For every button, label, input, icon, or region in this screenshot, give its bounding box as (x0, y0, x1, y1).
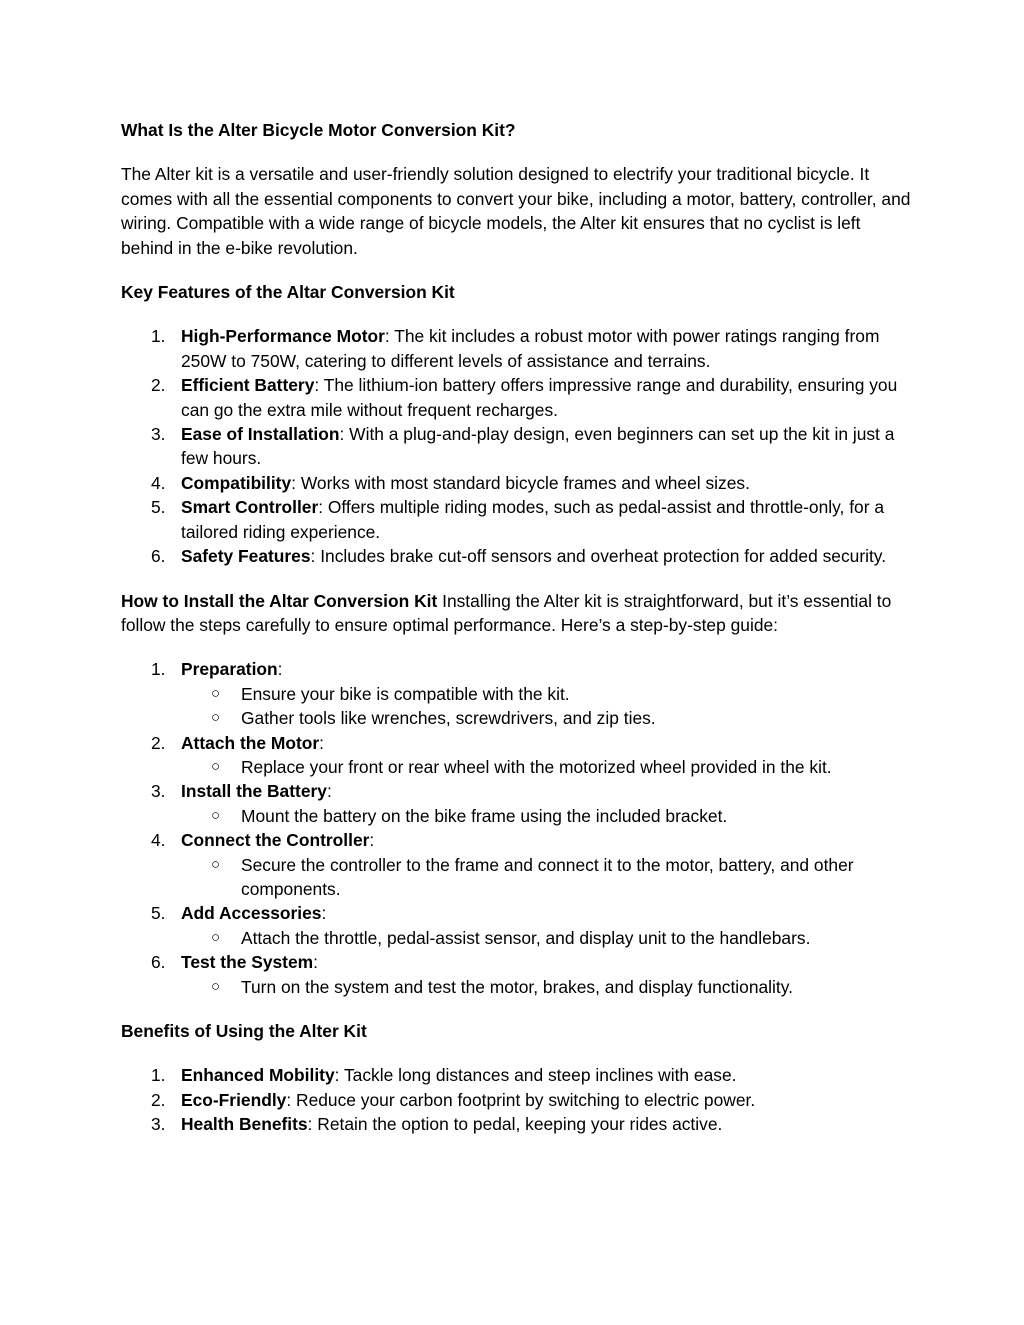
feature-item (121, 324, 911, 373)
list-number: 2. (151, 1089, 166, 1110)
step-title: Attach the Motor (181, 732, 320, 753)
substep-text: Attach the throttle, pedal-assist sensor, and display unit to the handlebars. (241, 927, 811, 948)
feature-item (121, 544, 911, 568)
substep-text: Mount the battery on the bike frame using the included bracket. (241, 805, 728, 826)
list-number: 2. (151, 375, 166, 396)
substep-item (181, 706, 911, 730)
list-number: 3. (151, 424, 166, 445)
item-text: : Works with most standard bicycle frames and wheel sizes. (291, 472, 750, 493)
step-title: Test the System (181, 952, 314, 973)
step-colon: : (326, 781, 332, 802)
item-text: : With a plug-and-play design, even beginners can set up the kit in just a few hours. (181, 424, 895, 469)
item-title: High-Performance Motor (181, 326, 385, 347)
item-title: Eco-Friendly (181, 1089, 287, 1110)
step-colon: : (313, 952, 318, 973)
list-number: 3. (151, 781, 166, 802)
item-title: Health Benefits (181, 1114, 308, 1135)
item-text: : Offers multiple riding modes, such as pedal-assist and throttle-only, for a tailored riding experience. (181, 497, 884, 542)
item-text: : Reduce your carbon footprint by switching to electric power. (286, 1089, 756, 1110)
section-heading-key-features: Key Features of the Altar Conversion Kit (121, 282, 455, 303)
feature-item (121, 495, 911, 544)
step-title: Connect the Controller (181, 830, 370, 851)
section-heading-what-is: What Is the Alter Bicycle Motor Conversion Kit? (121, 120, 516, 140)
hollow-bullet-icon: ○ (211, 977, 221, 995)
list-number: 1. (151, 659, 166, 680)
item-text: : The lithium-ion battery offers impressive range and durability, ensuring you can go the extra mile without frequent recharges. (181, 375, 898, 420)
benefits-list (121, 1063, 911, 1136)
hollow-bullet-icon: ○ (211, 709, 221, 727)
item-text: : The kit includes a robust motor with power ratings ranging from 250W to 750W, catering to different levels of assistance and terrains. (181, 326, 880, 371)
step-title: Add Accessories (181, 903, 322, 924)
section-heading-install: How to Install the Altar Conversion Kit (121, 590, 438, 611)
benefit-item (121, 1112, 911, 1136)
step-colon: : (321, 903, 327, 924)
key-features-list (121, 324, 911, 568)
list-number: 4. (151, 472, 166, 493)
install-step (121, 950, 911, 999)
install-intro-paragraph (121, 589, 911, 638)
step-title: Install the Battery (181, 781, 327, 802)
item-title: Efficient Battery (181, 375, 315, 396)
step-colon: : (277, 659, 283, 680)
step-substeps (181, 853, 911, 902)
step-substeps (181, 682, 911, 731)
substep-item (181, 804, 911, 828)
list-number: 5. (151, 903, 166, 924)
item-title: Ease of Installation (181, 424, 340, 445)
item-title: Compatibility (181, 472, 292, 493)
substep-item (181, 755, 911, 779)
list-number: 1. (151, 1065, 166, 1086)
substep-item (181, 926, 911, 950)
install-steps-list (121, 657, 911, 999)
feature-item (121, 373, 911, 422)
item-title: Smart Controller (181, 497, 319, 518)
hollow-bullet-icon: ○ (211, 757, 221, 775)
substep-text: Turn on the system and test the motor, brakes, and display functionality. (241, 976, 793, 997)
document-page (121, 118, 911, 1137)
substep-text: Ensure your bike is compatible with the kit. (241, 683, 570, 704)
hollow-bullet-icon: ○ (211, 855, 221, 873)
benefit-item (121, 1088, 911, 1112)
hollow-bullet-icon: ○ (211, 928, 221, 946)
install-step (121, 901, 911, 950)
substep-item (181, 682, 911, 706)
install-intro-text: Installing the Alter kit is straightforward, but it’s essential to follow the steps carefully to ensure optimal performance. Here’s a step-by-step guide: (121, 590, 892, 635)
substep-text: Replace your front or rear wheel with the motorized wheel provided in the kit. (241, 756, 832, 777)
feature-item (121, 471, 911, 495)
item-title: Enhanced Mobility (181, 1065, 335, 1086)
install-step (121, 828, 911, 901)
step-colon: : (369, 830, 375, 851)
feature-item (121, 422, 911, 471)
substep-text: Secure the controller to the frame and connect it to the motor, battery, and other components. (241, 854, 854, 899)
step-title: Preparation (181, 659, 278, 680)
step-substeps (181, 755, 911, 779)
step-substeps (181, 926, 911, 950)
install-step (121, 731, 911, 780)
hollow-bullet-icon: ○ (211, 684, 221, 702)
list-number: 1. (151, 326, 166, 347)
section-heading-benefits: Benefits of Using the Alter Kit (121, 1021, 367, 1041)
intro-paragraph: The Alter kit is a versatile and user-friendly solution designed to electrify your traditional bicycle. It comes with all the essential components to convert your bike, including a motor, battery, controller, and wiring. Compatible with a wide range of bicycle models, the Alter kit ensures that no cyclist is left behind in the e-bike revolution. (121, 164, 911, 258)
install-step (121, 779, 911, 828)
item-text: : Retain the option to pedal, keeping your rides active. (307, 1114, 723, 1135)
hollow-bullet-icon: ○ (211, 806, 221, 824)
step-substeps (181, 804, 911, 828)
benefit-item (121, 1063, 911, 1087)
list-number: 6. (151, 546, 166, 567)
list-number: 5. (151, 497, 166, 518)
item-text: : Tackle long distances and steep inclines with ease. (334, 1065, 737, 1086)
substep-text: Gather tools like wrenches, screwdrivers, and zip ties. (241, 708, 656, 729)
install-step (121, 657, 911, 730)
list-number: 6. (151, 952, 166, 973)
list-number: 3. (151, 1114, 166, 1135)
list-number: 2. (151, 732, 166, 753)
list-number: 4. (151, 830, 166, 851)
substep-item (181, 853, 911, 902)
step-substeps (181, 975, 911, 999)
item-text: : Includes brake cut-off sensors and overheat protection for added security. (310, 546, 887, 567)
step-colon: : (319, 732, 324, 753)
substep-item (181, 975, 911, 999)
item-title: Safety Features (181, 546, 311, 567)
